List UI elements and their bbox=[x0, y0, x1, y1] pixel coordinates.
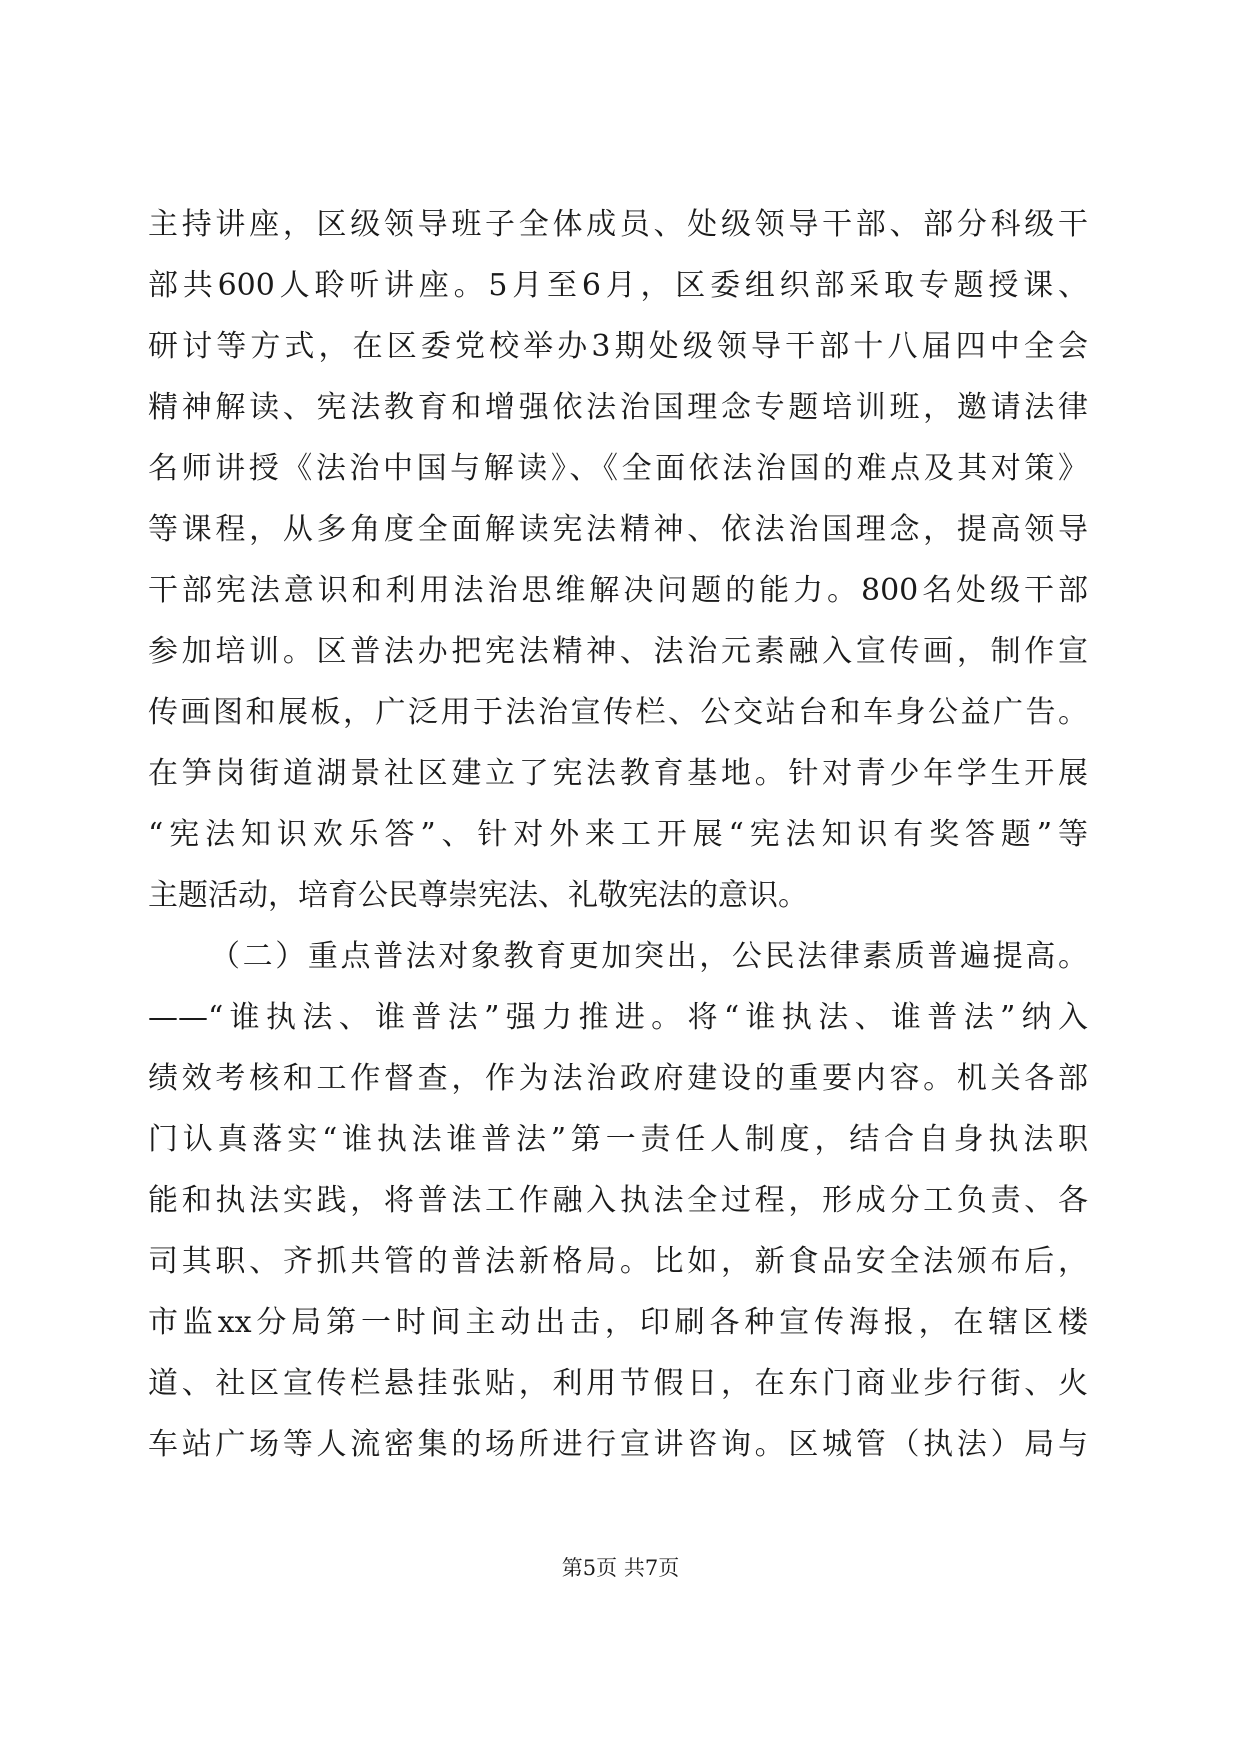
body-line: 司其职、齐抓共管的普法新格局。比如，新食品安全法颁布后， bbox=[148, 1244, 1088, 1279]
body-line: 主持讲座，区级领导班子全体成员、处级领导干部、部分科级干 bbox=[148, 207, 1088, 242]
body-line: 精神解读、宪法教育和增强依法治国理念专题培训班，邀请法律 bbox=[148, 390, 1088, 425]
body-line: 市监xx分局第一时间主动出击，印刷各种宣传海报，在辖区楼 bbox=[148, 1305, 1088, 1340]
body-line: 绩效考核和工作督查，作为法治政府建设的重要内容。机关各部 bbox=[148, 1061, 1088, 1096]
body-line: “宪法知识欢乐答”、针对外来工开展“宪法知识有奖答题”等 bbox=[148, 817, 1088, 852]
body-line: ——“谁执法、谁普法”强力推进。将“谁执法、谁普法”纳入 bbox=[148, 1000, 1088, 1035]
body-line: 参加培训。区普法办把宪法精神、法治元素融入宣传画，制作宣 bbox=[148, 634, 1088, 669]
body-line: 名师讲授《法治中国与解读》、《全面依法治国的难点及其对策》 bbox=[148, 451, 1088, 486]
body-line: 等课程，从多角度全面解读宪法精神、依法治国理念，提高领导 bbox=[148, 512, 1088, 547]
body-line: 部共600人聆听讲座。5月至6月，区委组织部采取专题授课、 bbox=[148, 268, 1088, 303]
body-line: 道、社区宣传栏悬挂张贴，利用节假日，在东门商业步行街、火 bbox=[148, 1366, 1088, 1401]
body-line: 研讨等方式，在区委党校举办3期处级领导干部十八届四中全会 bbox=[148, 329, 1088, 364]
section-heading: （二）重点普法对象教育更加突出，公民法律素质普遍提高。 bbox=[210, 939, 1088, 974]
body-line: 干部宪法意识和利用法治思维解决问题的能力。800名处级干部 bbox=[148, 573, 1088, 608]
page-number-footer: 第5页 共7页 bbox=[561, 1556, 680, 1580]
body-line: 主题活动，培育公民尊崇宪法、礼敬宪法的意识。 bbox=[148, 878, 808, 913]
body-line: 能和执法实践，将普法工作融入执法全过程，形成分工负责、各 bbox=[148, 1183, 1088, 1218]
body-line: 车站广场等人流密集的场所进行宣讲咨询。区城管（执法）局与 bbox=[148, 1427, 1088, 1462]
body-line: 门认真落实“谁执法谁普法”第一责任人制度，结合自身执法职 bbox=[148, 1122, 1088, 1157]
body-line: 在笋岗街道湖景社区建立了宪法教育基地。针对青少年学生开展 bbox=[148, 756, 1088, 791]
body-line: 传画图和展板，广泛用于法治宣传栏、公交站台和车身公益广告。 bbox=[148, 695, 1088, 730]
